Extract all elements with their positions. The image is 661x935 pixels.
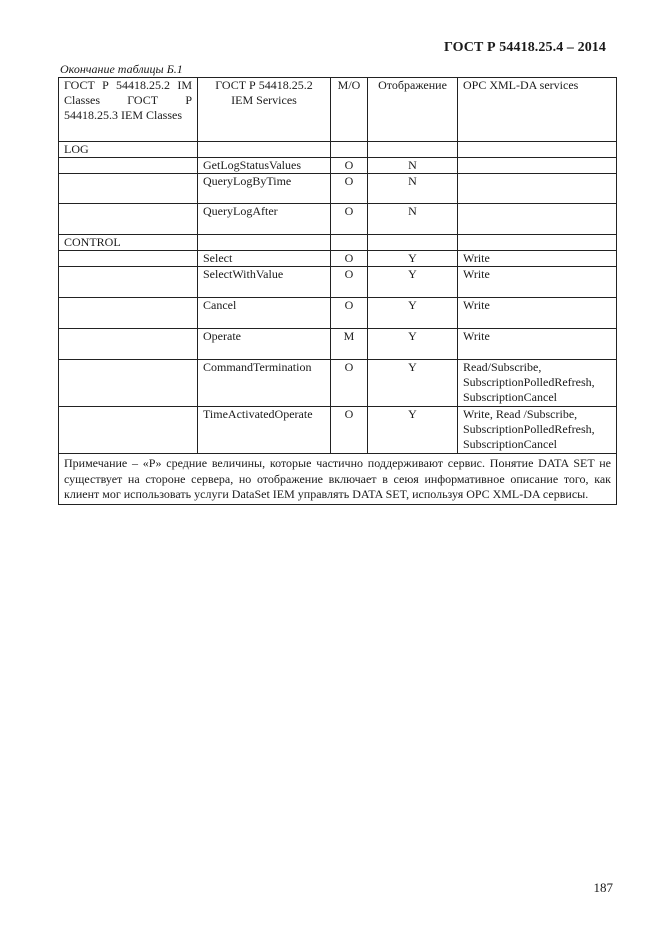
- service-cell: QueryLogByTime: [198, 174, 331, 204]
- service-cell: SelectWithValue: [198, 267, 331, 298]
- header-opc-services: OPC XML-DA services: [458, 78, 617, 142]
- header-im-classes: ГОСТ Р 54418.25.2 IM Classes ГОСТ Р 54418.25.3 IEM Classes: [59, 78, 198, 142]
- table-row: [59, 360, 617, 407]
- header-mapping: Отображение: [368, 78, 458, 142]
- mapping-cell: Y: [368, 251, 458, 267]
- service-cell: QueryLogAfter: [198, 204, 331, 235]
- table-row: [59, 174, 617, 204]
- opc-cell: [458, 204, 617, 235]
- mo-cell: O: [331, 158, 368, 174]
- service-cell: Select: [198, 251, 331, 267]
- mapping-cell: Y: [368, 407, 458, 454]
- mapping-cell: Y: [368, 329, 458, 360]
- table-caption: Окончание таблицы Б.1: [60, 62, 183, 76]
- section-row-log: [59, 142, 617, 158]
- mapping-cell: N: [368, 204, 458, 235]
- section-row-control: [59, 235, 617, 251]
- table-note: Примечание – «P» средние величины, которые частично поддерживают сервис. Понятие DATA SET не существует на стороне сервера, но отображение включает в сеюя информативное описание того, как клиент мог использовать услуги DataSet IEM управлять DATA SET, используя OPC XML-DA сервисы.: [59, 454, 617, 505]
- opc-cell: Write: [458, 251, 617, 267]
- mo-cell: M: [331, 329, 368, 360]
- table-row: [59, 204, 617, 235]
- mo-cell: O: [331, 204, 368, 235]
- mo-cell: O: [331, 174, 368, 204]
- mapping-cell: N: [368, 158, 458, 174]
- table-row: [59, 251, 617, 267]
- mapping-cell: Y: [368, 360, 458, 407]
- service-cell: Cancel: [198, 298, 331, 329]
- service-cell: CommandTermination: [198, 360, 331, 407]
- opc-cell: Read/Subscribe, SubscriptionPolledRefresh, SubscriptionCancel: [458, 360, 617, 407]
- mo-cell: O: [331, 251, 368, 267]
- section-label-log: LOG: [59, 142, 198, 158]
- page-number: 187: [593, 880, 613, 895]
- table-row: [59, 158, 617, 174]
- section-label-control: CONTROL: [59, 235, 198, 251]
- opc-cell: [458, 174, 617, 204]
- services-mapping-table: [58, 77, 617, 505]
- service-cell: Operate: [198, 329, 331, 360]
- mo-cell: O: [331, 267, 368, 298]
- header-mo: M/O: [331, 78, 368, 142]
- table-row: [59, 267, 617, 298]
- mapping-cell: Y: [368, 298, 458, 329]
- table-row: [59, 407, 617, 454]
- header-iem-services: ГОСТ Р 54418.25.2 IEM Services: [198, 78, 331, 142]
- opc-cell: Write: [458, 298, 617, 329]
- service-cell: GetLogStatusValues: [198, 158, 331, 174]
- table-row: [59, 298, 617, 329]
- note-row: [59, 454, 617, 505]
- service-cell: TimeActivatedOperate: [198, 407, 331, 454]
- table-header-row: [59, 78, 617, 142]
- opc-cell: [458, 158, 617, 174]
- mo-cell: O: [331, 407, 368, 454]
- mo-cell: O: [331, 298, 368, 329]
- opc-cell: Write: [458, 267, 617, 298]
- table-row: [59, 329, 617, 360]
- opc-cell: Write, Read /Subscribe, SubscriptionPolledRefresh, SubscriptionCancel: [458, 407, 617, 454]
- mapping-cell: Y: [368, 267, 458, 298]
- document-header: ГОСТ Р 54418.25.4 – 2014: [443, 40, 606, 55]
- mapping-cell: N: [368, 174, 458, 204]
- opc-cell: Write: [458, 329, 617, 360]
- mo-cell: O: [331, 360, 368, 407]
